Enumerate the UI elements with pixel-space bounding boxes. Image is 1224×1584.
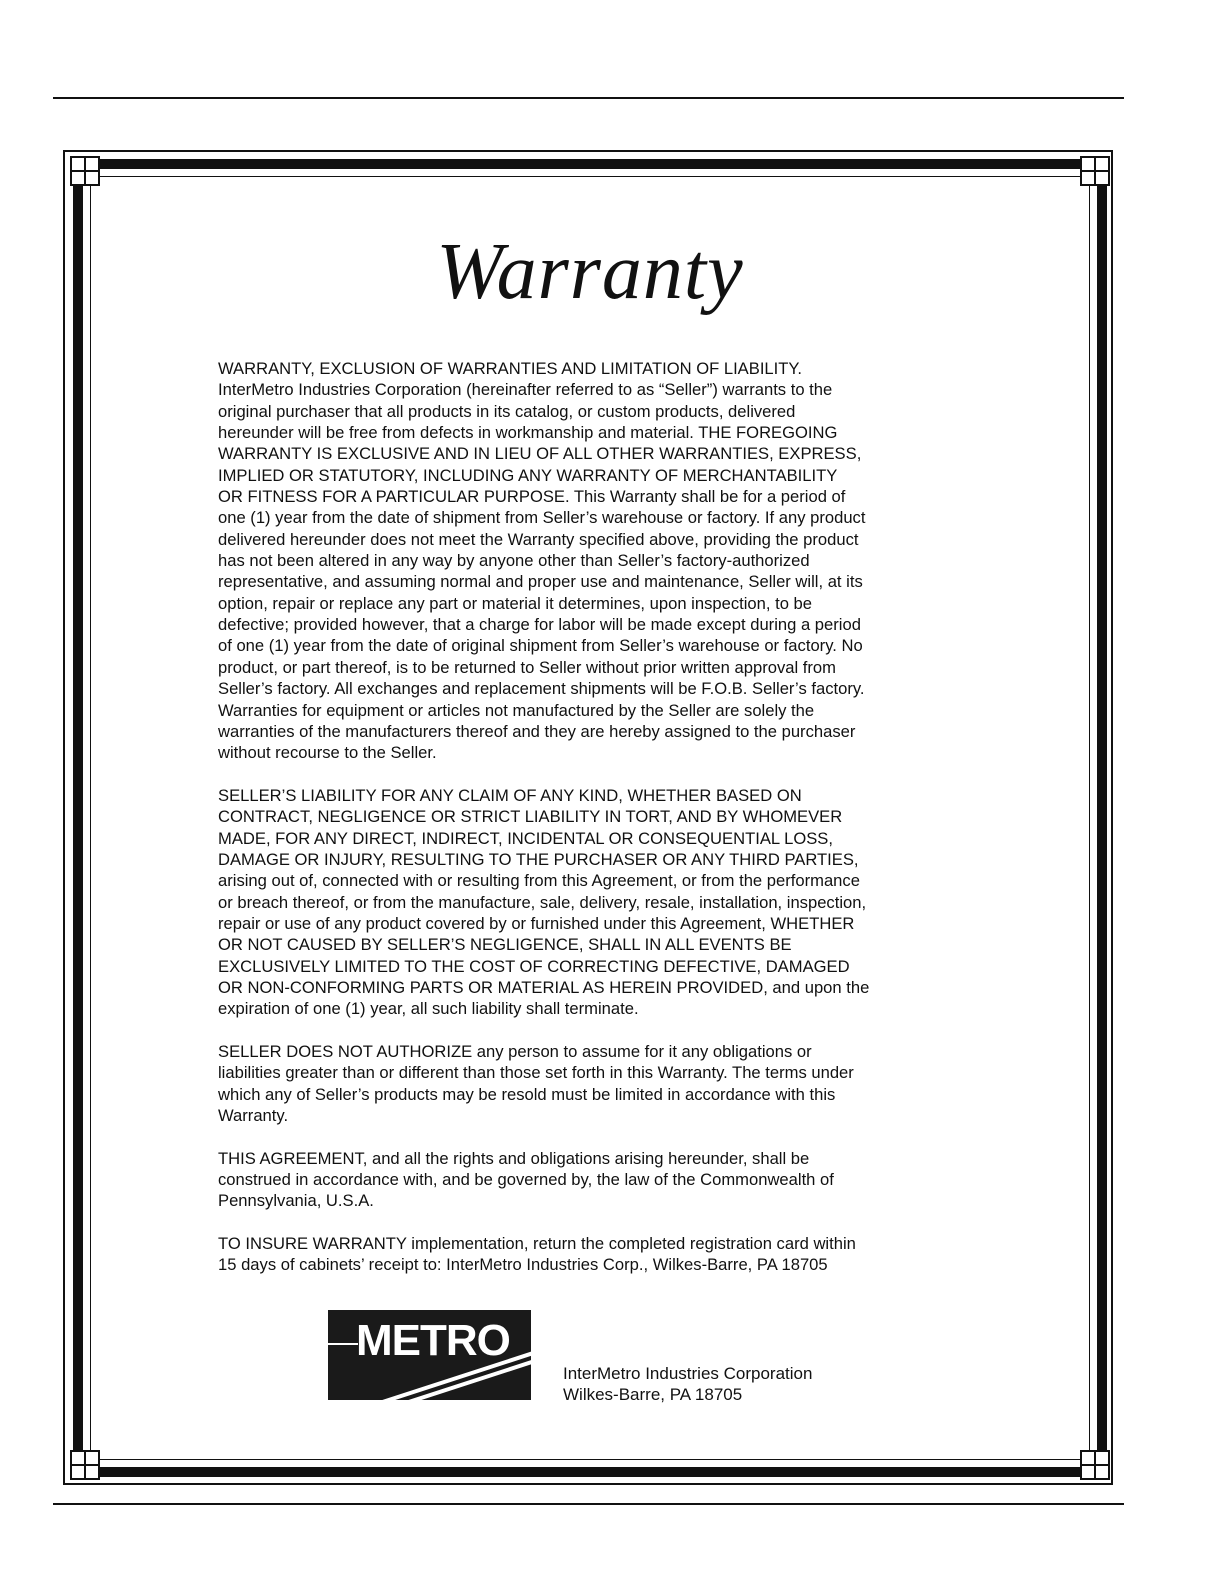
frame-corner-ornament (1080, 156, 1110, 186)
logo-line (328, 1343, 358, 1345)
bottom-rule (53, 1503, 1124, 1505)
company-city: Wilkes-Barre, PA 18705 (563, 1385, 743, 1404)
frame-corner-ornament (70, 1450, 100, 1480)
company-name: InterMetro Industries Corporation (563, 1364, 813, 1383)
governing-law-paragraph: THIS AGREEMENT, and all the rights and obligations arising hereunder, shall be construed in accordance with, and be governed by, the law of the Commonwealth of Pennsylvania, U.S.A. (218, 1148, 834, 1211)
page-title: Warranty (436, 228, 744, 316)
authorization-paragraph: SELLER DOES NOT AUTHORIZE any person to assume for it any obligations or liabilities greater than or different than those set forth in this Warranty. The terms under which any of Seller’s products may be resold must be limited in accordance with this Warranty. (218, 1042, 854, 1126)
frame-corner-ornament (70, 156, 100, 186)
metro-logo (328, 1310, 531, 1400)
frame-corner-ornament (1080, 1450, 1110, 1480)
logo-text: METRO (356, 1316, 510, 1365)
warranty-body (218, 358, 953, 1297)
registration-paragraph: TO INSURE WARRANTY implementation, return the completed registration card within 15 days of cabinets’ receipt to: InterMetro Industries Corp., Wilkes-Barre, PA 18705 (218, 1234, 856, 1275)
liability-paragraph: SELLER’S LIABILITY FOR ANY CLAIM OF ANY KIND, WHETHER BASED ON CONTRACT, NEGLIGENCE OR STRICT LIABILITY IN TORT, AND BY WHOMEVER MADE, FOR ANY DIRECT, INDIRECT, INCIDENTAL OR CONSEQUENTIAL LOSS, DAMAGE OR INJURY, RESULTING TO THE PURCHASER OR ANY THIRD PARTIES, arising out of, connected with or resulting from this Agreement, or from the performance or breach thereof, or from the manufacture, sale, delivery, resale, installation, inspection, repair or use of any product covered by or furnished under this Agreement, WHETHER OR NOT CAUSED BY SELLER’S NEGLIGENCE, SHALL IN ALL EVENTS BE EXCLUSIVELY LIMITED TO THE COST OF CORRECTING DEFECTIVE, DAMAGED OR NON-CONFORMING PARTS OR MATERIAL AS HEREIN PROVIDED, and upon the expiration of one (1) year, all such liability shall terminate. (218, 785, 870, 1019)
top-rule (53, 97, 1124, 99)
company-address (563, 1363, 812, 1405)
warranty-paragraph: WARRANTY, EXCLUSION OF WARRANTIES AND LIMITATION OF LIABILITY. InterMetro Industries Corporation (hereinafter referred to as “Seller”) warrants to the original purchaser that all products in its catalog, or custom products, delivered hereunder will be free from defects in workmanship and material. THE FOREGOING WARRANTY IS EXCLUSIVE AND IN LIEU OF ALL OTHER WARRANTIES, EXPRESS, IMPLIED OR STATUTORY, INCLUDING ANY WARRANTY OF MERCHANTABILITY OR FITNESS FOR A PARTICULAR PURPOSE. This Warranty shall be for a period of one (1) year from the date of shipment from Seller’s warehouse or factory. If any product delivered hereunder does not meet the Warranty specified above, providing the product has not been altered in any way by anyone other than Seller’s factory-authorized representative, and assuming normal and proper use and maintenance, Seller will, at its option, repair or replace any part or material it determines, upon inspection, to be defective; provided however, that a charge for labor will be made except during a period of one (1) year from the date of original shipment from Seller’s warehouse or factory. No product, or part thereof, is to be returned to Seller without prior written approval from Seller’s factory. All exchanges and replacement shipments will be F.O.B. Seller’s factory. Warranties for equipment or articles not manufactured by the Seller are solely the warranties of the manufacturers thereof and they are hereby assigned to the purchaser without recourse to the Seller. (218, 359, 866, 763)
